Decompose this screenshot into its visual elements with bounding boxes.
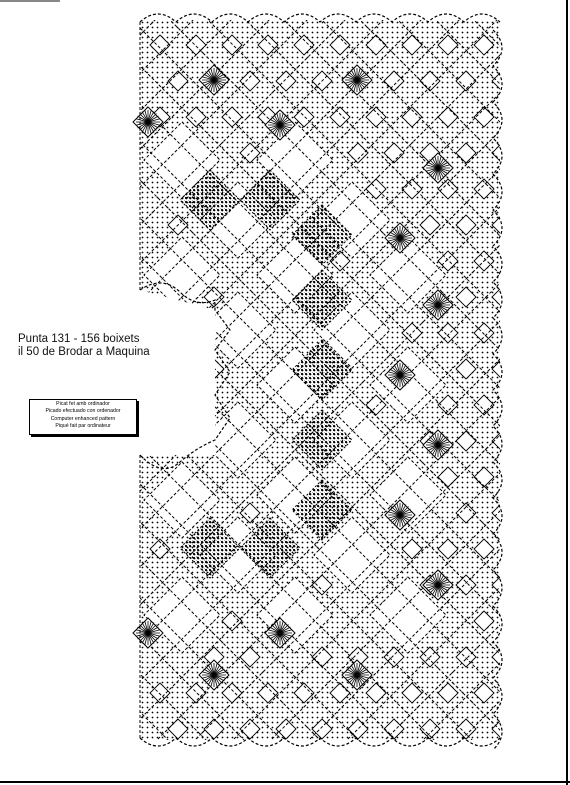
pattern-title-line-2: il 50 de Brodar a Maquina <box>18 346 150 358</box>
stamp-line-french: Piqué fait par ordinateur <box>55 423 111 430</box>
hole-diamond <box>168 359 188 379</box>
hole-diamond <box>150 395 170 415</box>
hole-diamond <box>186 395 206 415</box>
stamp-line-spanish: Picado efectuado con ordenador <box>45 408 121 415</box>
hole-diamond <box>150 323 170 343</box>
stamp-line-catalan: Picat fet amb ordinador <box>56 401 110 407</box>
pattern-title <box>18 333 150 359</box>
stamp-line-english: Computer enhanced pattern <box>50 415 116 422</box>
lace-grounds <box>130 15 512 750</box>
pattern-title-line-1: Punta 131 - 156 boixets <box>18 333 140 345</box>
hole-diamond <box>168 431 188 451</box>
computer-pattern-stamp <box>29 399 137 435</box>
